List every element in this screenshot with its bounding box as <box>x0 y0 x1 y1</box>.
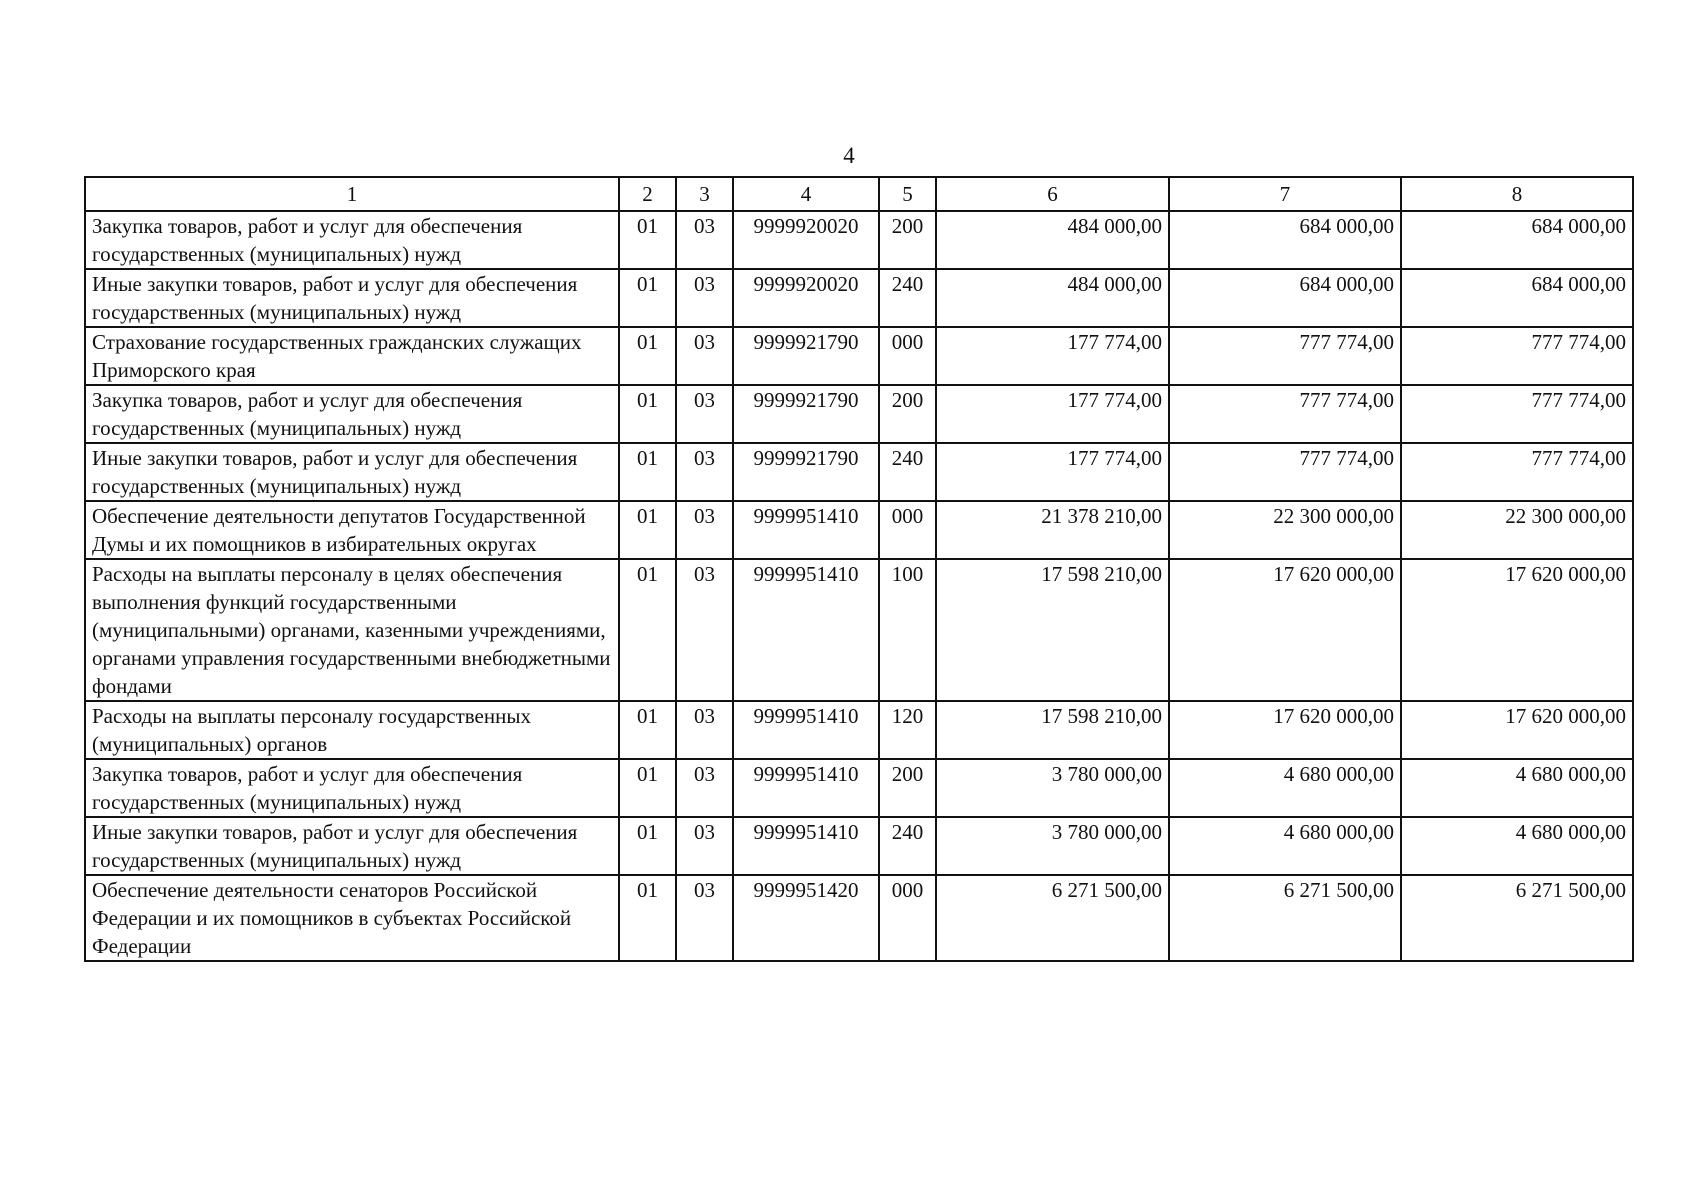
section-code: 01 <box>619 443 676 501</box>
expense-name: Закупка товаров, работ и услуг для обеспечения государственных (муниципальных) нужд <box>85 211 619 269</box>
amount-col8: 22 300 000,00 <box>1401 501 1633 559</box>
target-article-code: 9999951410 <box>733 559 879 701</box>
amount-col8: 17 620 000,00 <box>1401 701 1633 759</box>
table-row <box>85 269 1633 327</box>
target-article-code: 9999921790 <box>733 385 879 443</box>
amount-col6: 177 774,00 <box>936 385 1169 443</box>
expense-name: Расходы на выплаты персоналу государственных (муниципальных) органов <box>85 701 619 759</box>
expense-name: Иные закупки товаров, работ и услуг для обеспечения государственных (муниципальных) нужд <box>85 269 619 327</box>
table-row <box>85 559 1633 701</box>
section-code: 01 <box>619 875 676 961</box>
expense-name: Обеспечение деятельности сенаторов Российской Федерации и их помощников в субъектах Российской Федерации <box>85 875 619 961</box>
amount-col6: 3 780 000,00 <box>936 817 1169 875</box>
expense-name: Закупка товаров, работ и услуг для обеспечения государственных (муниципальных) нужд <box>85 385 619 443</box>
expense-type-code: 000 <box>879 327 936 385</box>
subsection-code: 03 <box>676 501 733 559</box>
expense-name: Страхование государственных гражданских служащих Приморского края <box>85 327 619 385</box>
section-code: 01 <box>619 701 676 759</box>
expense-type-code: 200 <box>879 759 936 817</box>
amount-col7: 4 680 000,00 <box>1169 759 1401 817</box>
section-code: 01 <box>619 759 676 817</box>
subsection-code: 03 <box>676 327 733 385</box>
column-header: 4 <box>733 177 879 211</box>
amount-col6: 177 774,00 <box>936 327 1169 385</box>
target-article-code: 9999951420 <box>733 875 879 961</box>
amount-col7: 22 300 000,00 <box>1169 501 1401 559</box>
column-header: 8 <box>1401 177 1633 211</box>
expense-type-code: 200 <box>879 211 936 269</box>
section-code: 01 <box>619 817 676 875</box>
target-article-code: 9999951410 <box>733 759 879 817</box>
target-article-code: 9999921790 <box>733 327 879 385</box>
amount-col8: 6 271 500,00 <box>1401 875 1633 961</box>
table-row <box>85 211 1633 269</box>
expense-name: Обеспечение деятельности депутатов Государственной Думы и их помощников в избирательных округах <box>85 501 619 559</box>
table-row <box>85 817 1633 875</box>
table-row <box>85 501 1633 559</box>
subsection-code: 03 <box>676 759 733 817</box>
subsection-code: 03 <box>676 443 733 501</box>
column-header: 1 <box>85 177 619 211</box>
amount-col8: 777 774,00 <box>1401 327 1633 385</box>
target-article-code: 9999920020 <box>733 269 879 327</box>
expense-type-code: 120 <box>879 701 936 759</box>
amount-col7: 684 000,00 <box>1169 269 1401 327</box>
subsection-code: 03 <box>676 559 733 701</box>
column-header: 2 <box>619 177 676 211</box>
expense-type-code: 100 <box>879 559 936 701</box>
subsection-code: 03 <box>676 817 733 875</box>
target-article-code: 9999951410 <box>733 701 879 759</box>
amount-col6: 484 000,00 <box>936 211 1169 269</box>
target-article-code: 9999951410 <box>733 817 879 875</box>
amount-col7: 777 774,00 <box>1169 385 1401 443</box>
table-row <box>85 875 1633 961</box>
expense-type-code: 200 <box>879 385 936 443</box>
expense-name: Закупка товаров, работ и услуг для обеспечения государственных (муниципальных) нужд <box>85 759 619 817</box>
amount-col6: 21 378 210,00 <box>936 501 1169 559</box>
amount-col6: 3 780 000,00 <box>936 759 1169 817</box>
amount-col8: 684 000,00 <box>1401 269 1633 327</box>
section-code: 01 <box>619 559 676 701</box>
section-code: 01 <box>619 501 676 559</box>
expense-type-code: 240 <box>879 269 936 327</box>
target-article-code: 9999920020 <box>733 211 879 269</box>
table-row <box>85 443 1633 501</box>
amount-col6: 17 598 210,00 <box>936 701 1169 759</box>
column-header: 3 <box>676 177 733 211</box>
expense-type-code: 000 <box>879 875 936 961</box>
amount-col7: 6 271 500,00 <box>1169 875 1401 961</box>
table-row <box>85 327 1633 385</box>
budget-table <box>84 176 1634 962</box>
table-row <box>85 759 1633 817</box>
section-code: 01 <box>619 327 676 385</box>
column-header: 7 <box>1169 177 1401 211</box>
table-row <box>85 701 1633 759</box>
amount-col8: 4 680 000,00 <box>1401 759 1633 817</box>
table-row <box>85 385 1633 443</box>
amount-col6: 17 598 210,00 <box>936 559 1169 701</box>
expense-type-code: 240 <box>879 817 936 875</box>
subsection-code: 03 <box>676 875 733 961</box>
expense-name: Иные закупки товаров, работ и услуг для обеспечения государственных (муниципальных) нужд <box>85 817 619 875</box>
amount-col7: 777 774,00 <box>1169 443 1401 501</box>
amount-col7: 777 774,00 <box>1169 327 1401 385</box>
table-header-row <box>85 177 1633 211</box>
amount-col6: 484 000,00 <box>936 269 1169 327</box>
amount-col8: 4 680 000,00 <box>1401 817 1633 875</box>
subsection-code: 03 <box>676 269 733 327</box>
amount-col7: 17 620 000,00 <box>1169 559 1401 701</box>
column-header: 5 <box>879 177 936 211</box>
subsection-code: 03 <box>676 701 733 759</box>
section-code: 01 <box>619 269 676 327</box>
section-code: 01 <box>619 385 676 443</box>
amount-col8: 777 774,00 <box>1401 385 1633 443</box>
amount-col7: 4 680 000,00 <box>1169 817 1401 875</box>
target-article-code: 9999921790 <box>733 443 879 501</box>
section-code: 01 <box>619 211 676 269</box>
amount-col7: 17 620 000,00 <box>1169 701 1401 759</box>
subsection-code: 03 <box>676 211 733 269</box>
subsection-code: 03 <box>676 385 733 443</box>
target-article-code: 9999951410 <box>733 501 879 559</box>
amount-col6: 177 774,00 <box>936 443 1169 501</box>
page-number: 4 <box>843 143 855 168</box>
amount-col7: 684 000,00 <box>1169 211 1401 269</box>
expense-type-code: 000 <box>879 501 936 559</box>
amount-col8: 684 000,00 <box>1401 211 1633 269</box>
amount-col6: 6 271 500,00 <box>936 875 1169 961</box>
expense-type-code: 240 <box>879 443 936 501</box>
amount-col8: 17 620 000,00 <box>1401 559 1633 701</box>
column-header: 6 <box>936 177 1169 211</box>
expense-name: Иные закупки товаров, работ и услуг для обеспечения государственных (муниципальных) нужд <box>85 443 619 501</box>
amount-col8: 777 774,00 <box>1401 443 1633 501</box>
expense-name: Расходы на выплаты персоналу в целях обеспечения выполнения функций государственными (муниципальными) органами, казенными учреждениями, органами управления государственными внебюджетными фондами <box>85 559 619 701</box>
